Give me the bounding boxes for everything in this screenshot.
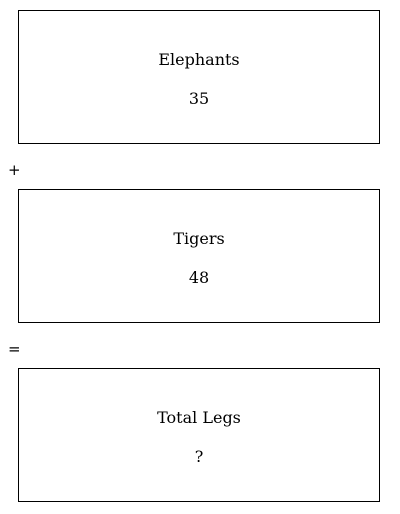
- tigers-box: [18, 189, 380, 323]
- total-legs-label: Total Legs: [157, 408, 241, 427]
- plus-operator: +: [8, 161, 21, 179]
- elephants-label: Elephants: [158, 50, 240, 69]
- tigers-value: 48: [188, 268, 210, 287]
- elephants-value: 35: [188, 89, 210, 108]
- elephants-box: [18, 10, 380, 144]
- equals-operator: =: [8, 340, 21, 358]
- total-legs-box: [18, 368, 380, 502]
- total-legs-value: ?: [194, 447, 204, 466]
- tigers-label: Tigers: [173, 229, 225, 248]
